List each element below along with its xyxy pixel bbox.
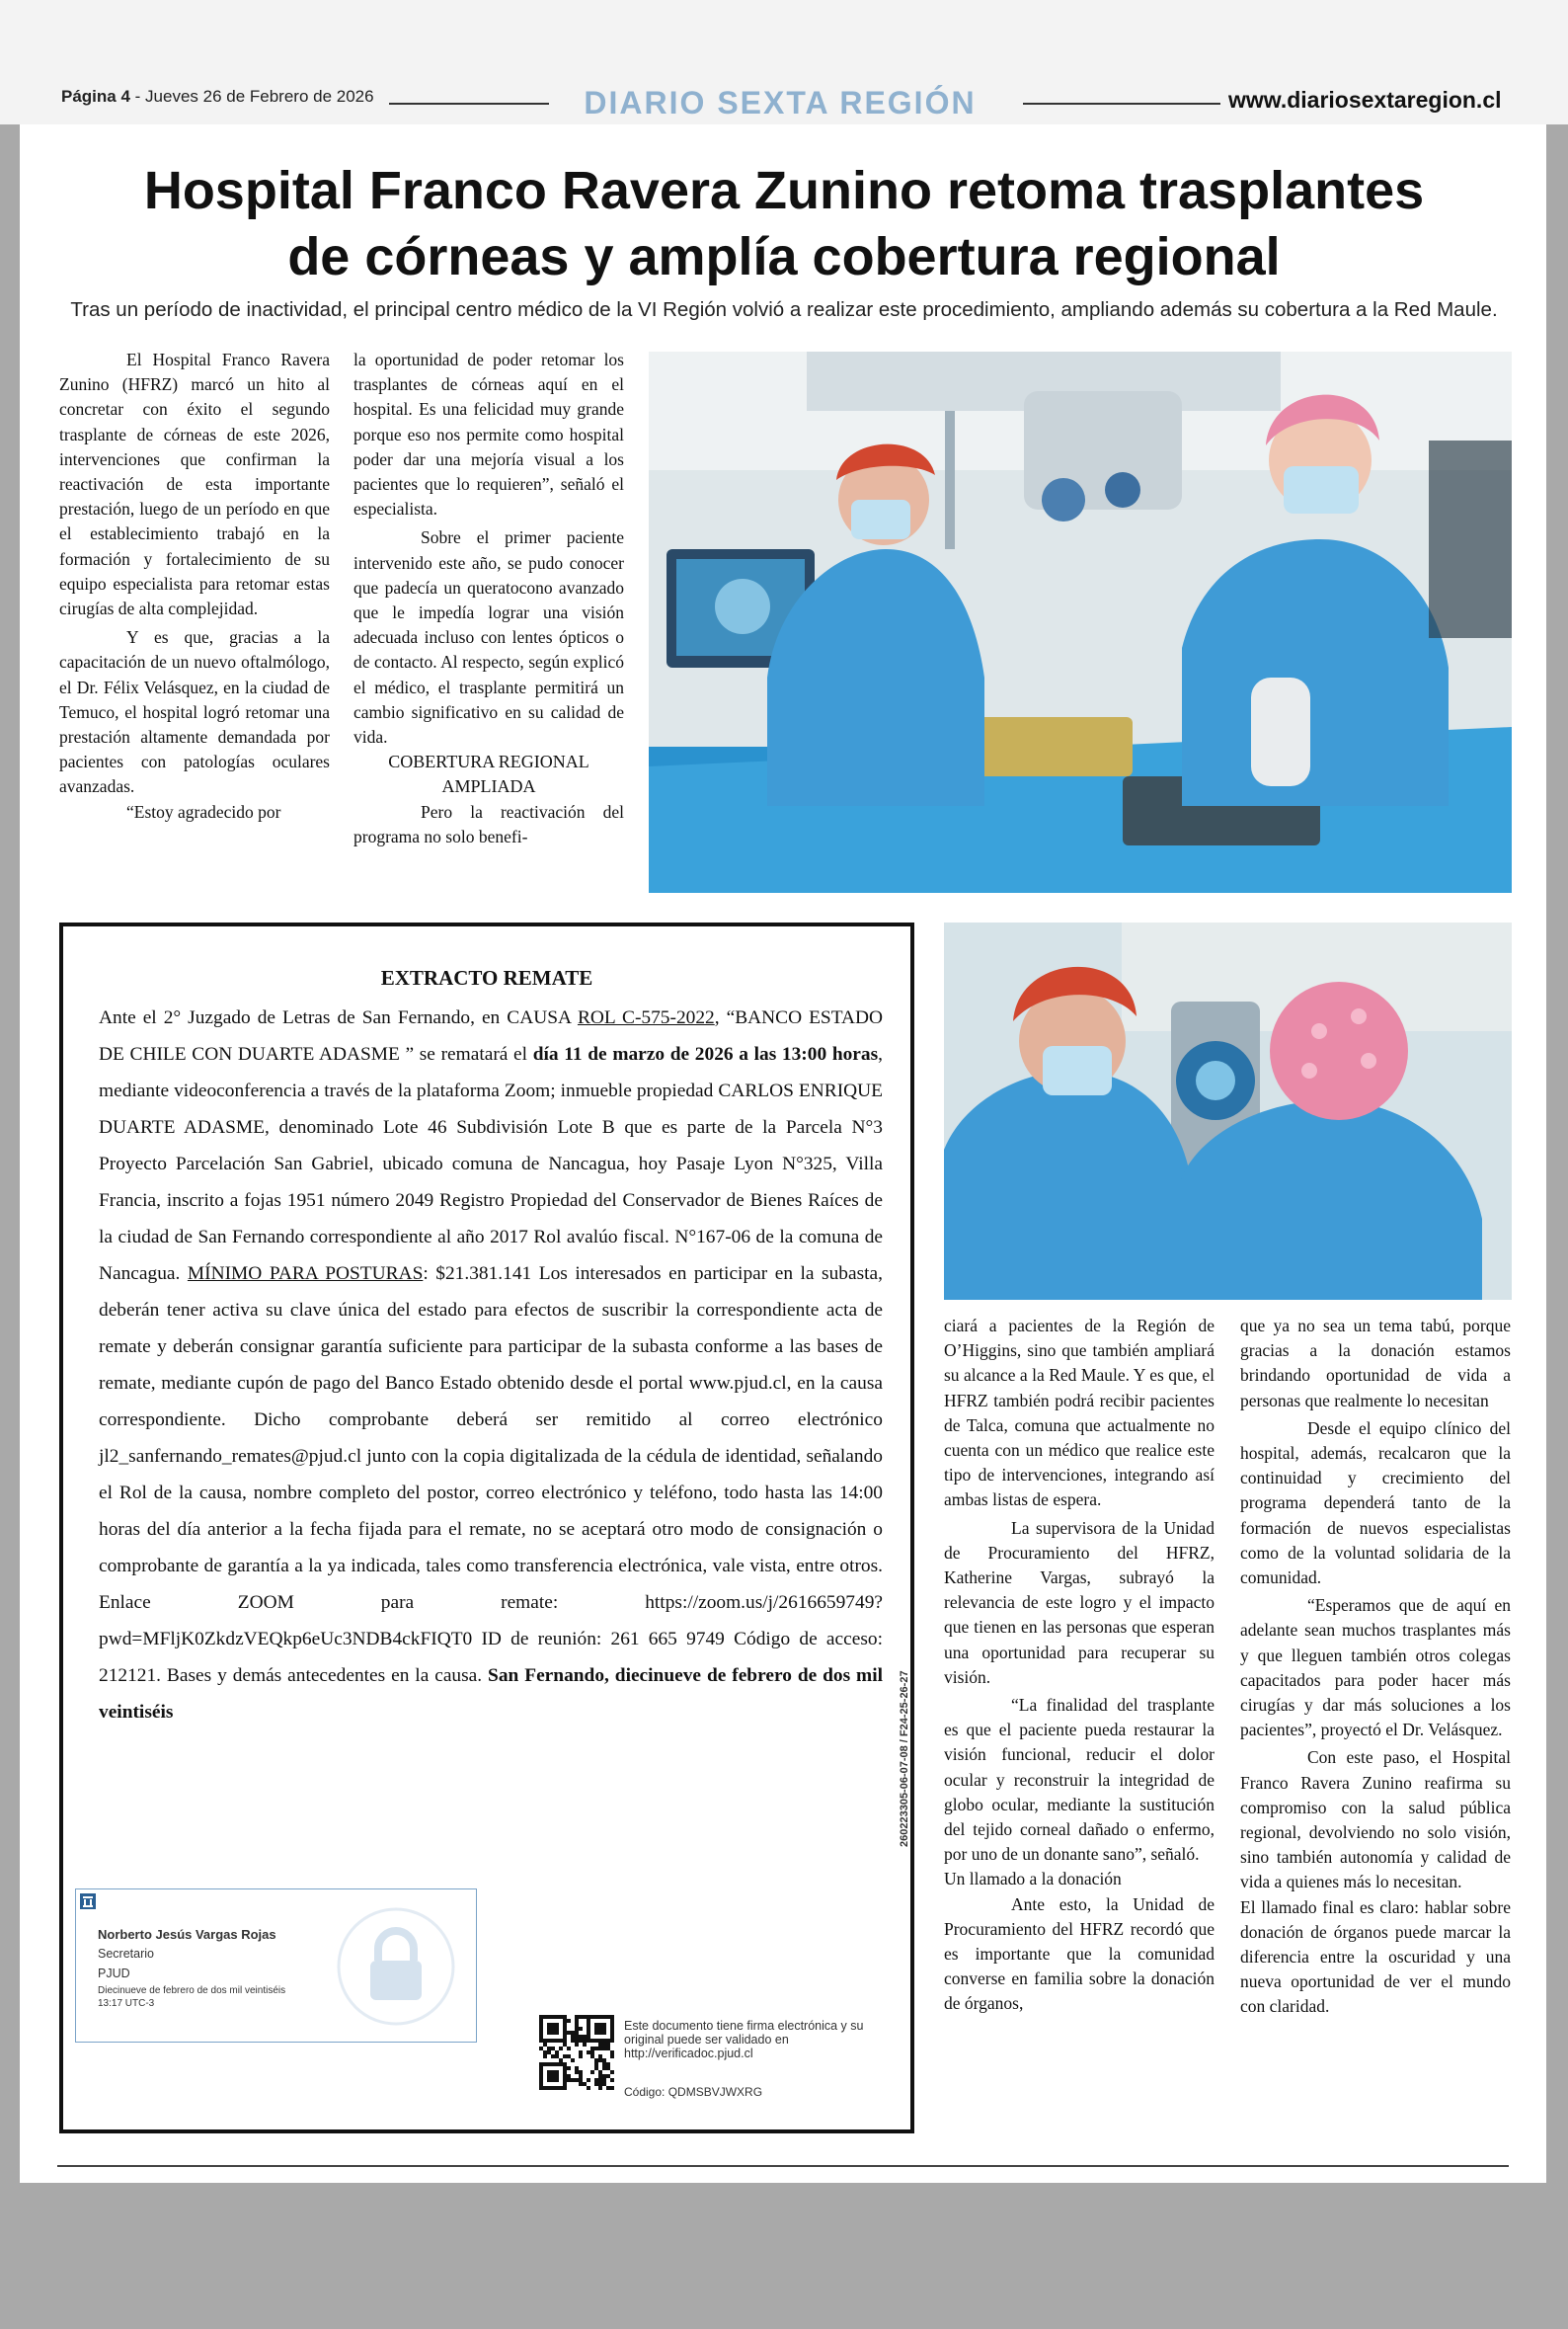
remate-text: , mediante videoconferencia a través de la plataforma Zoom; inmueble propiedad CARLOS ENRIQUE DUARTE ADASME, denominado Lote 46 Subdivisión Lote B que es parte de la Parcela N°3 Proyecto Parcelación San Gabriel, ubicado comuna de Nancagua, hoy Pasaje Lyon N°325, Villa Francia, inscrito a fojas 1951 número 2049 Registro Propiedad del Conservador de Bienes Raíces de la ciudad de San Fernando correspondiente al año 2017 Rol avalúo fiscal. N°167-06 de la comuna de Nancagua.: [99, 1044, 884, 1284]
remate-closing: San Fernando, diecinueve de febrero de dos mil veintiséis: [99, 1665, 883, 1723]
paragraph: “La finalidad del trasplante es que el paciente pueda restaurar la visión funcional, reducir el dolor ocular y reconstruir la integridad de globo ocular, mediante la sustitución del tejido corneal dañado o enfermo, por uno de un donante sano”, señaló.: [944, 1695, 1215, 1865]
paragraph: Y es que, gracias a la capacitación de un nuevo oftalmólogo, el Dr. Félix Velásquez, en la ciudad de Temuco, el hospital logró retomar una prestación altamente demandada por pacientes con patologías oculares avanzadas.: [59, 627, 330, 797]
page-info: [61, 87, 374, 107]
paragraph: ciará a pacientes de la Región de O’Higgins, sino que también ampliará su alcance a la Red Maule. Y es que, el HFRZ también podrá recibir pacientes de Talca, comuna que actualmente no cuenta con un médico que realice este tipo de intervenciones, integrando así ambas listas de espera.: [944, 1316, 1215, 1510]
headline-line-2: de córneas y amplía cobertura regional: [287, 227, 1281, 286]
masthead: DIARIO SEXTA REGIÓN: [584, 85, 977, 120]
remate-text: Ante el 2° Juzgado de Letras de San Fernando, en CAUSA: [99, 1007, 578, 1028]
electronic-signature-box: [75, 1888, 477, 2043]
remate-date: día 11 de marzo de 2026 a las 13:00 horas: [532, 1044, 879, 1065]
surgery-photo-main-illustration: [649, 352, 1512, 893]
website-url[interactable]: www.diariosextaregion.cl: [1228, 87, 1502, 113]
signer-org: PJUD: [98, 1967, 130, 1980]
remate-notice-box: [59, 923, 914, 2133]
subheading: AMPLIADA: [441, 776, 536, 797]
subheading: COBERTURA REGIONAL: [388, 752, 589, 772]
headline: [39, 158, 1529, 290]
paragraph: Pero la reactivación del programa no solo benefi-: [353, 801, 624, 846]
qr-code[interactable]: [539, 2015, 614, 2090]
surgery-photo-secondary-illustration: [944, 923, 1512, 1300]
paragraph: “Esperamos que de aquí en adelante sean muchos trasplantes más y que lleguen también otros colegas capacitados para poder hacer más cirugías y dar más soluciones a los pacientes”, proyectó el Dr. Velásquez.: [1240, 1595, 1511, 1740]
header-rule-right: [1023, 103, 1220, 105]
paragraph: que ya no sea un tema tabú, porque gracias a la donación estamos brindando oportunidad de vida a personas que realmente lo necesitan: [1240, 1316, 1511, 1410]
remate-title: EXTRACTO REMATE: [380, 966, 593, 990]
signature-date: Diecinueve de febrero de dos mil veintiséis: [98, 1985, 286, 1996]
paragraph: “Estoy agradecido por: [126, 801, 281, 822]
verification-code: Código: QDMSBVJWXRG: [624, 2085, 763, 2099]
remate-body: [99, 1000, 883, 1730]
paragraph: El Hospital Franco Ravera Zunino (HFRZ) marcó un hito al concretar con éxito el segundo trasplante de córneas de este 2026, intervenciones que confirman la reactivación de esta importante prestación, luego de un período en que el establecimiento trabajó en la formación y fortalecimiento de su equipo especialista para retomar estas cirugías de alta complejidad.: [59, 350, 330, 619]
remate-text: : $21.381.141 Los interesados en participar en la subasta, deberán tener activa su clave única del estado para efectos de suscribir la correspondiente acta de remate y deberán consignar garantía suficiente para participar de la subasta conforme a las bases de remate, mediante cupón de pago del Banco Estado obtenido desde el portal www.pjud.cl, en la causa correspondiente. Dicho comprobante deberá ser remitido al correo electrónico jl2_sanfernando_remates@pjud.cl junto con la copia digitalizada de la cédula de identidad, señalando el Rol de la causa, nombre completo del postor, correo electrónico y teléfono, todo hasta las 14:00 horas del día anterior a la fecha fijada para el remate, no se aceptará otro modo de consignación o comprobante de garantía a la ya indicada, tales como transferencia electrónica, vale vista, entre otros. Enlace ZOOM para remate: https://zoom.us/j/2616659749?pwd=MFljK0ZkdzVEQkp6eUc3NDB4ckFIQT0 ID de reunión: 261 665 9749 Código de acceso: 212121. Bases y demás antecedentes en la causa.: [99, 1263, 883, 1686]
article-column-3: [944, 1314, 1215, 2017]
court-seal-icon: [80, 1893, 96, 1909]
remate-rol: ROL C-575-2022: [577, 1007, 715, 1028]
remate-minimo: MÍNIMO PARA POSTURAS: [187, 1263, 424, 1284]
surgery-photo-main: [649, 352, 1512, 893]
surgery-photo-secondary: [944, 923, 1512, 1300]
headline-line-1: Hospital Franco Ravera Zunino retoma trasplantes: [143, 161, 1425, 220]
signer-role: Secretario: [98, 1947, 154, 1961]
signature-time: 13:17 UTC-3: [98, 1998, 155, 2009]
paragraph: la oportunidad de poder retomar los trasplantes de córneas aquí en el hospital. Es una felicidad muy grande porque eso nos permite como hospital poder dar una mejoría visual a los pacientes que lo requieren”, señaló el especialista.: [353, 350, 624, 520]
header-rule-left: [389, 103, 549, 105]
article-column-2: [353, 348, 624, 849]
verification-note: Este documento tiene firma electrónica y su original puede ser validado en http://verificadoc.pjud.cl: [624, 2019, 864, 2060]
paragraph: Desde el equipo clínico del hospital, además, recalcaron que la continuidad y crecimiento del programa dependerá tanto de la formación de nuevos especialistas como de la voluntad solidaria de la comunidad.: [1240, 1417, 1511, 1588]
paragraph: Con este paso, el Hospital Franco Ravera Zunino reafirma su compromiso con la salud pública regional, devolviendo no solo visión, sino también autonomía y calidad de vida a quienes más lo necesitan.: [1240, 1747, 1511, 1892]
lock-watermark-icon: [335, 1905, 457, 2028]
signer-name: Norberto Jesús Vargas Rojas: [98, 1927, 276, 1942]
paragraph: Ante esto, la Unidad de Procuramiento del HFRZ recordó que es importante que la comunidad converse en familia sobre la donación de órganos,: [944, 1893, 1215, 2014]
article-column-4: [1240, 1314, 1511, 2020]
page-date: - Jueves 26 de Febrero de 2026: [129, 87, 374, 106]
paragraph: Sobre el primer paciente intervenido este año, se pudo conocer que padecía un queratocono avanzado que le impedía lograr una visión adecuada incluso con lentes ópticos o de contacto. Al respecto, según explicó el médico, el trasplante permitirá un cambio significativo en su calidad de vida.: [353, 527, 624, 748]
remate-text: , “BANCO ESTADO DE CHILE CON DUARTE ADASME ” se rematará el: [99, 1007, 884, 1065]
vertical-edition-code: 260223305-06-07-08 / F24-25-26-27: [899, 1670, 910, 1847]
article-column-1: [59, 348, 330, 825]
paragraph: La supervisora de la Unidad de Procuramiento del HFRZ, Katherine Vargas, subrayó la relevancia de este logro y el impacto que tienen en las personas que esperan una oportunidad para recuperar su visión.: [944, 1517, 1215, 1687]
bottom-rule: [57, 2165, 1509, 2167]
page-footer-bar: [0, 2183, 1568, 2329]
page-number: Página 4: [61, 87, 130, 106]
paragraph: El llamado final es claro: hablar sobre donación de órganos puede marcar la diferencia entre la oscuridad y una nueva oportunidad de ver el mundo con claridad.: [1240, 1896, 1511, 2017]
subheading: Un llamado a la donación: [944, 1869, 1122, 1889]
deck: Tras un período de inactividad, el principal centro médico de la VI Región volvió a realizar este procedimiento, ampliando además su cobertura a la Red Maule.: [70, 298, 1498, 321]
